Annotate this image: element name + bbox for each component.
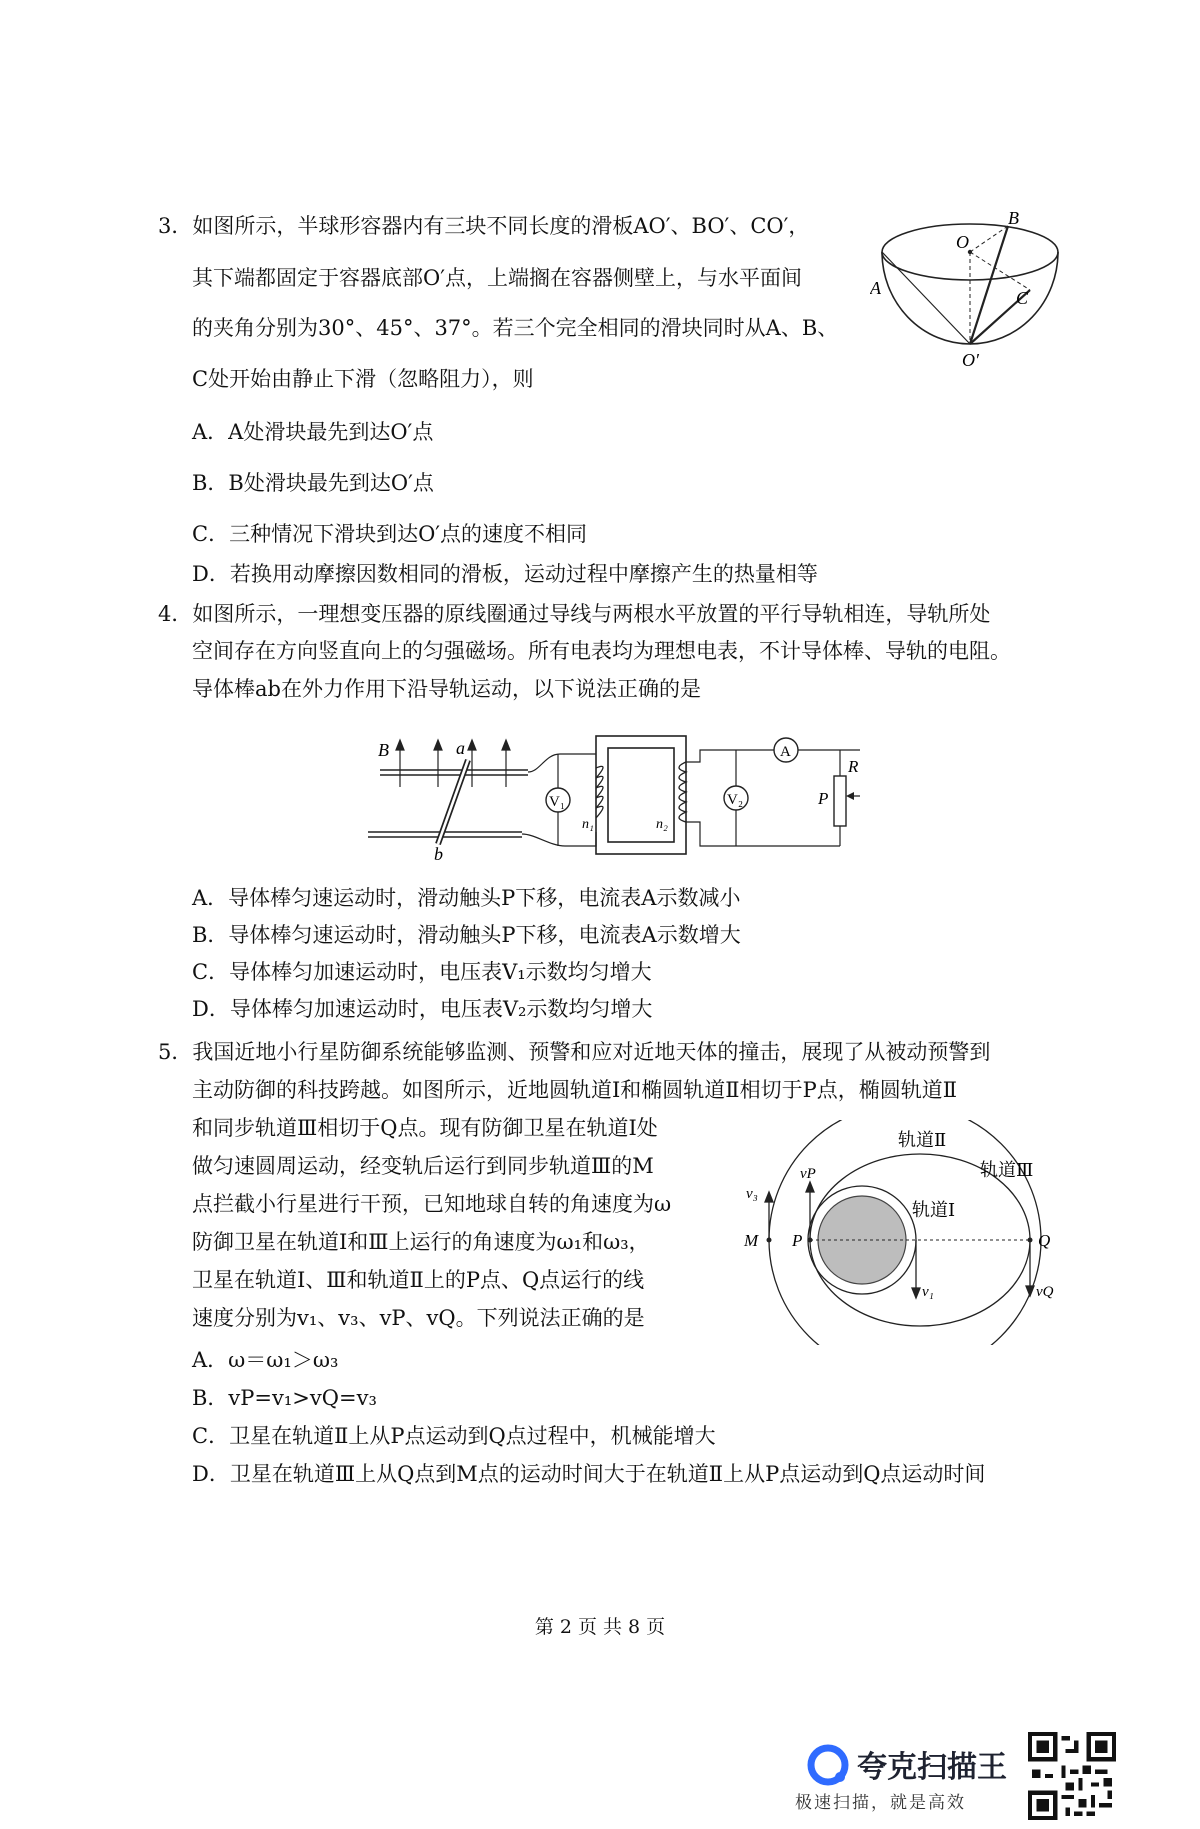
q4-transformer-figure — [360, 732, 860, 862]
q5-line-6: 防御卫星在轨道Ⅰ和Ⅲ上运行的角速度为ω₁和ω₃， — [192, 1230, 650, 1254]
label-b: B — [1008, 212, 1019, 228]
q4-option-b: B．导体棒匀速运动时，滑动触头P下移，电流表A示数增大 — [192, 923, 741, 947]
label-c: C — [1016, 288, 1029, 308]
label-o-prime: O′ — [962, 350, 979, 370]
q5-option-b: B．vP=v₁>vQ=v₃ — [192, 1386, 377, 1410]
q5-line-3: 和同步轨道Ⅲ相切于Q点。现有防御卫星在轨道Ⅰ处 — [192, 1116, 658, 1140]
q3-option-c: C．三种情况下滑块到达O′点的速度不相同 — [192, 522, 588, 546]
q4-line-2: 空间存在方向竖直向上的匀强磁场。所有电表均为理想电表，不计导体棒、导轨的电阻。 — [192, 639, 1011, 663]
q5-line-8: 速度分别为v₁、v₃、vP、vQ。下列说法正确的是 — [192, 1306, 645, 1330]
q3-hemisphere-figure — [870, 212, 1070, 372]
q3-option-d: D．若换用动摩擦因数相同的滑板，运动过程中摩擦产生的热量相等 — [192, 562, 818, 586]
q4-option-d: D．导体棒匀加速运动时，电压表V₂示数均匀增大 — [192, 997, 653, 1021]
primary-coil — [580, 754, 603, 846]
label-v1: v₁ — [922, 1284, 934, 1300]
label-vp: vP — [800, 1166, 816, 1182]
secondary-wire-top — [686, 750, 860, 762]
q5-line-5: 点拦截小行星进行干预，已知地球自转的角速度为ω — [192, 1192, 672, 1216]
q3-line-3: 的夹角分别为30°、45°、37°。若三个完全相同的滑块同时从A、B、 — [192, 316, 839, 340]
secondary-coil — [679, 762, 686, 822]
label-p: P — [818, 789, 829, 808]
label-a-rod: a — [456, 738, 465, 758]
watermark-tagline: 极速扫描，就是高效 — [795, 1793, 966, 1813]
label-orbit-3: 轨道Ⅲ — [980, 1160, 1034, 1180]
board-ao — [882, 252, 970, 344]
label-b-field: B — [378, 740, 389, 760]
q4-line-1: 4．如图所示，一理想变压器的原线圈通过导线与两根水平放置的平行导轨相连，导轨所处 — [158, 602, 991, 626]
q5-line-4: 做匀速圆周运动，经变轨后运行到同步轨道Ⅲ的M — [192, 1154, 654, 1178]
label-p: P — [792, 1231, 803, 1250]
q5-orbit-figure — [730, 1120, 1060, 1345]
quark-logo-icon — [807, 1744, 849, 1786]
label-v1: V₁ — [549, 794, 566, 810]
qr-code-icon — [1028, 1732, 1116, 1820]
q4-option-c: C．导体棒匀加速运动时，电压表V₁示数均匀增大 — [192, 960, 652, 984]
q4-option-a: A．导体棒匀速运动时，滑动触头P下移，电流表A示数减小 — [192, 886, 741, 910]
label-n1: n₁ — [582, 817, 594, 832]
resistor-r — [834, 776, 846, 826]
q3-line-4: C处开始由静止下滑（忽略阻力），则 — [192, 367, 534, 391]
label-orbit-2: 轨道Ⅱ — [898, 1130, 947, 1150]
label-v3: v₃ — [746, 1186, 758, 1202]
slider-p — [846, 792, 854, 800]
label-ammeter: A — [780, 744, 791, 760]
guide-o-c — [970, 252, 1030, 290]
q4-line-3: 导体棒ab在外力作用下沿导轨运动，以下说法正确的是 — [192, 677, 701, 701]
q5-line-1: 5．我国近地小行星防御系统能够监测、预警和应对近地天体的撞击，展现了从被动预警到 — [158, 1040, 991, 1064]
q5-line-2: 主动防御的科技跨越。如图所示，近地圆轨道Ⅰ和椭圆轨道Ⅱ相切于P点，椭圆轨道Ⅱ — [192, 1078, 957, 1102]
q5-option-a: A．ω＝ω₁＞ω₃ — [192, 1348, 339, 1372]
page-footer: 第 2 页 共 8 页 — [534, 1616, 666, 1638]
label-v2: V₂ — [727, 792, 744, 808]
q3-option-b: B．B处滑块最先到达O′点 — [192, 471, 434, 495]
q3-line-2: 其下端都固定于容器底部O′点，上端搁在容器侧壁上，与水平面间 — [192, 266, 802, 290]
label-m: M — [744, 1231, 759, 1250]
earth — [818, 1196, 906, 1284]
q3-option-a: A．A处滑块最先到达O′点 — [192, 420, 434, 444]
label-n2: n₂ — [656, 817, 668, 832]
field-arrows — [396, 740, 510, 787]
q5-line-7: 卫星在轨道Ⅰ、Ⅲ和轨道Ⅱ上的P点、Q点运行的线 — [192, 1268, 645, 1292]
wire-bottom — [522, 834, 585, 846]
wire-top — [528, 754, 580, 772]
label-b-rod: b — [434, 844, 443, 862]
label-o: O — [956, 232, 969, 252]
transformer-core-outer — [596, 736, 686, 854]
label-r: R — [848, 757, 859, 776]
label-q: Q — [1038, 1231, 1051, 1250]
secondary-wire-bottom — [686, 822, 840, 846]
q3-line-1: 3．如图所示，半球形容器内有三块不同长度的滑板AO′、BO′、CO′， — [158, 214, 810, 238]
q5-option-d: D．卫星在轨道Ⅲ上从Q点到M点的运动时间大于在轨道Ⅱ上从P点运动到Q点运动时间 — [192, 1462, 986, 1486]
label-orbit-1: 轨道Ⅰ — [912, 1200, 956, 1220]
label-vq: vQ — [1036, 1284, 1054, 1300]
scanner-watermark — [795, 1738, 1035, 1818]
q5-option-c: C．卫星在轨道Ⅱ上从P点运动到Q点过程中，机械能增大 — [192, 1424, 716, 1448]
watermark-name: 夸克扫描王 — [857, 1750, 1007, 1785]
label-a: A — [870, 278, 881, 298]
guide-o-b — [970, 226, 1008, 252]
